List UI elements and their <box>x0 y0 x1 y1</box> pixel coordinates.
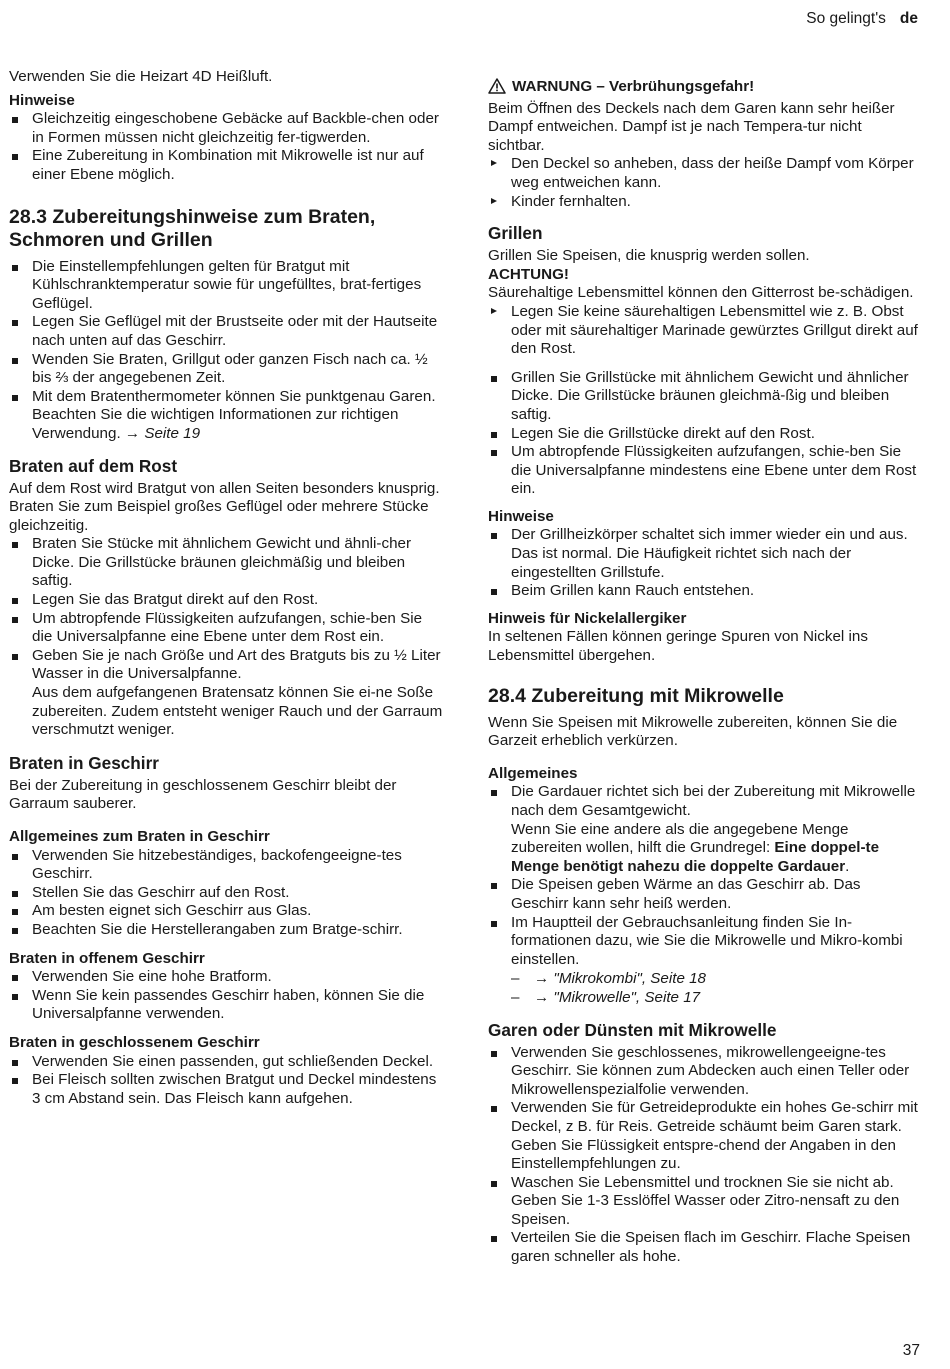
list-item: Braten Sie Stücke mit ähnlichem Gewicht und ähnli-cher Dicke. Die Grillstücke bräunen gleichmäßig und bleiben saftig. <box>9 535 443 591</box>
page-number: 37 <box>902 1342 920 1359</box>
hinweise-heading: Hinweise <box>9 91 75 109</box>
list-item: Stellen Sie das Geschirr auf den Rost. <box>9 884 443 903</box>
list-item: Den Deckel so anheben, dass der heiße Dampf vom Körper weg entweichen kann. <box>488 155 920 192</box>
arrow-icon: → <box>534 970 550 988</box>
list-item: Legen Sie keine säurehaltigen Lebensmittel wie z. B. Obst oder mit säurehaltiger Marinade gewürztes Grillgut direkt auf den Rost. <box>488 303 920 359</box>
section-28-4-intro: Wenn Sie Speisen mit Mikrowelle zubereiten, können Sie die Garzeit erheblich verkürzen. <box>488 713 898 750</box>
nickel-heading: Hinweis für Nickelallergiker <box>488 609 687 627</box>
list-item: Gleichzeitig eingeschobene Gebäcke auf Backble-chen oder in Formen müssen nicht gleichzeitig fer-tigwerden. <box>9 110 443 147</box>
grillen-list <box>488 369 920 499</box>
list-item: Verwenden Sie eine hohe Bratform. <box>9 968 443 987</box>
list-item <box>9 647 443 740</box>
grundregel-emphasis: Eine doppel-te Menge benötigt nahezu die doppelte Gardauer <box>511 839 880 875</box>
geschlossenem-geschirr-list <box>9 1053 443 1109</box>
warning-triangle-icon <box>488 78 506 100</box>
list-item: Legen Sie die Grillstücke direkt auf den Rost. <box>488 425 920 444</box>
garen-list <box>488 1044 920 1267</box>
braten-rost-list <box>9 535 443 740</box>
hinweise-list <box>9 110 443 184</box>
braten-geschirr-intro: Bei der Zubereitung in geschlossenem Geschirr bleibt der Garraum sauberer. <box>9 776 397 813</box>
achtung-actions <box>488 303 920 359</box>
reference-link[interactable]: "Mikrokombi", Seite 18 <box>553 970 707 988</box>
reference-item <box>511 970 920 989</box>
reference-list <box>511 970 920 1007</box>
list-item <box>488 783 920 876</box>
reference-item <box>511 989 920 1008</box>
warning-actions <box>488 155 920 211</box>
achtung-text: Säurehaltige Lebensmittel können den Gitterrost be-schädigen. <box>488 284 914 302</box>
header-lang: de <box>899 10 918 27</box>
list-item: Eine Zubereitung in Kombination mit Mikrowelle ist nur auf einer Ebene möglich. <box>9 147 443 184</box>
page-reference-link[interactable]: Seite 19 <box>144 424 201 442</box>
offenem-geschirr-list <box>9 968 443 1024</box>
list-item: Um abtropfende Flüssigkeiten aufzufangen, schie-ben Sie die Universalpfanne mindestens eine Ebene unter dem Rost ein. <box>488 443 920 499</box>
allgemeines-geschirr-heading: Allgemeines zum Braten in Geschirr <box>9 828 270 845</box>
hinweise-grillen-list <box>488 526 920 600</box>
geschlossenem-geschirr-heading: Braten in geschlossenem Geschirr <box>9 1033 260 1051</box>
list-item: Der Grillheizkörper schaltet sich immer wieder ein und aus. Das ist normal. Die Häufigkeit richtet sich nach der eingestellten Grillstufe. <box>488 526 920 582</box>
warning-title: WARNUNG – Verbrühungsgefahr! <box>512 78 755 95</box>
reference-link[interactable]: "Mikrowelle", Seite 17 <box>553 988 701 1006</box>
list-item: Verteilen Sie die Speisen flach im Geschirr. Flache Speisen garen schneller als hohe. <box>488 1229 920 1266</box>
list-item: Waschen Sie Lebensmittel und trocknen Sie sie nicht ab. Geben Sie 1-3 Esslöffel Wasser oder Zitro-nensaft zu den Speisen. <box>488 1174 920 1230</box>
list-item: Die Einstellempfehlungen gelten für Bratgut mit Kühlschranktemperatur sowie für ungefülltes, brat-fertiges Geflügel. <box>9 258 443 314</box>
arrow-icon: → <box>124 424 141 442</box>
offenem-geschirr-heading: Braten in offenem Geschirr <box>9 949 205 967</box>
list-item <box>488 914 920 1008</box>
list-item: Wenden Sie Braten, Grillgut oder ganzen Fisch nach ca. ½ bis ⅔ der angegebenen Zeit. <box>9 351 443 388</box>
allgemeines-heading: Allgemeines <box>488 764 578 782</box>
list-item: Legen Sie das Bratgut direkt auf den Rost. <box>9 591 443 610</box>
list-item: Bei Fleisch sollten zwischen Bratgut und Deckel mindestens 3 cm Abstand sein. Das Fleisch kann aufgehen. <box>9 1071 443 1108</box>
list-item-text: Die Gardauer richtet sich bei der Zubereitung mit Mikrowelle nach dem Gesamtgewicht. <box>511 783 916 819</box>
list-item: Die Speisen geben Wärme an das Geschirr ab. Das Geschirr kann sehr heiß werden. <box>488 876 920 913</box>
list-item-text: Mit dem Bratenthermometer können Sie punktgenau Garen. Beachten Sie die wichtigen Informationen zur richtigen Verwendung. <box>32 387 436 442</box>
list-item: Beim Grillen kann Rauch entstehen. <box>488 582 920 601</box>
allgemeines-geschirr-list <box>9 847 443 940</box>
punctuation: . <box>845 857 850 875</box>
grillen-heading: Grillen <box>488 223 543 244</box>
list-item: Grillen Sie Grillstücke mit ähnlichem Gewicht und ähnlicher Dicke. Die Grillstücke bräunen gleichmä-ßig und bleiben saftig. <box>488 369 920 425</box>
list-item: Verwenden Sie hitzebeständiges, backofengeeigne-tes Geschirr. <box>9 847 443 884</box>
list-item <box>9 388 443 444</box>
s283-list <box>9 258 443 444</box>
hinweise-grillen-heading: Hinweise <box>488 507 554 525</box>
list-item: Verwenden Sie einen passenden, gut schließenden Deckel. <box>9 1053 443 1072</box>
warning-heading <box>488 78 920 100</box>
nickel-text: In seltenen Fällen können geringe Spuren von Nickel ins Lebensmittel übergehen. <box>488 628 868 665</box>
list-item: Beachten Sie die Herstellerangaben zum Bratge-schirr. <box>9 921 443 940</box>
list-item: Um abtropfende Flüssigkeiten aufzufangen, schie-ben Sie die Universalpfanne eine Ebene unter dem Rost ein. <box>9 610 443 647</box>
warning-text: Beim Öffnen des Deckels nach dem Garen kann sehr heißer Dampf entweichen. Dampf ist je nach Tempera-tur nicht sichtbar. <box>488 99 895 154</box>
list-item: Wenn Sie kein passendes Geschirr haben, können Sie die Universalpfanne verwenden. <box>9 987 443 1024</box>
section-28-3-heading: 28.3 Zubereitungshinweise zum Braten, Schmoren und Grillen <box>9 205 376 251</box>
right-column <box>488 78 920 1267</box>
list-item: Am besten eignet sich Geschirr aus Glas. <box>9 902 443 921</box>
garen-heading: Garen oder Dünsten mit Mikrowelle <box>488 1019 777 1040</box>
grillen-intro: Grillen Sie Speisen, die knusprig werden sollen. <box>488 247 810 265</box>
list-item: Kinder fernhalten. <box>488 193 920 212</box>
list-item-text: Geben Sie je nach Größe und Art des Bratguts bis zu ½ Liter Wasser in die Universalpfanne. <box>32 646 441 683</box>
list-item: Verwenden Sie geschlossenes, mikrowellengeeigne-tes Geschirr. Sie können zum Abdecken auch einen Teller oder Mikrowellenspezialfolie verwenden. <box>488 1044 920 1100</box>
left-column <box>9 68 443 1108</box>
braten-rost-intro: Auf dem Rost wird Bratgut von allen Seiten besonders knusprig. Braten Sie zum Beispiel großes Geflügel oder mehrere Stücke gleichzeitig. <box>9 479 440 534</box>
page-header <box>806 10 918 29</box>
braten-geschirr-heading: Braten in Geschirr <box>9 752 159 773</box>
achtung-heading: ACHTUNG! <box>488 265 569 283</box>
braten-rost-heading: Braten auf dem Rost <box>9 455 178 476</box>
list-item-text: Im Hauptteil der Gebrauchsanleitung finden Sie In-formationen dazu, wie Sie die Mikrowelle und Mikro-kombi einstellen. <box>511 913 903 968</box>
intro-text: Verwenden Sie die Heizart 4D Heißluft. <box>9 68 273 85</box>
list-item: Verwenden Sie für Getreideprodukte ein hohes Ge-schirr mit Deckel, z B. für Reis. Getreide schäumt beim Garen stark. Geben Sie Flüssigkeit entspre-chend der Angaben in den Einstellempfehlungen zu. <box>488 1099 920 1173</box>
arrow-icon: → <box>534 988 550 1006</box>
allgemeines-list <box>488 783 920 1007</box>
section-28-4-heading: 28.4 Zubereitung mit Mikrowelle <box>488 684 784 707</box>
list-item: Legen Sie Geflügel mit der Brustseite oder mit der Hautseite nach unten auf das Geschirr. <box>9 313 443 350</box>
list-item-text: Aus dem aufgefangenen Bratensatz können Sie ei-ne Soße zubereiten. Zudem entsteht weniger Rauch und der Garraum verschmutzt weniger. <box>32 684 443 739</box>
header-section: So gelingt's <box>806 10 886 27</box>
list-item-text: Wenn Sie eine andere als die angegebene Menge zubereiten wollen, hilft die Grundregel: <box>511 820 849 857</box>
